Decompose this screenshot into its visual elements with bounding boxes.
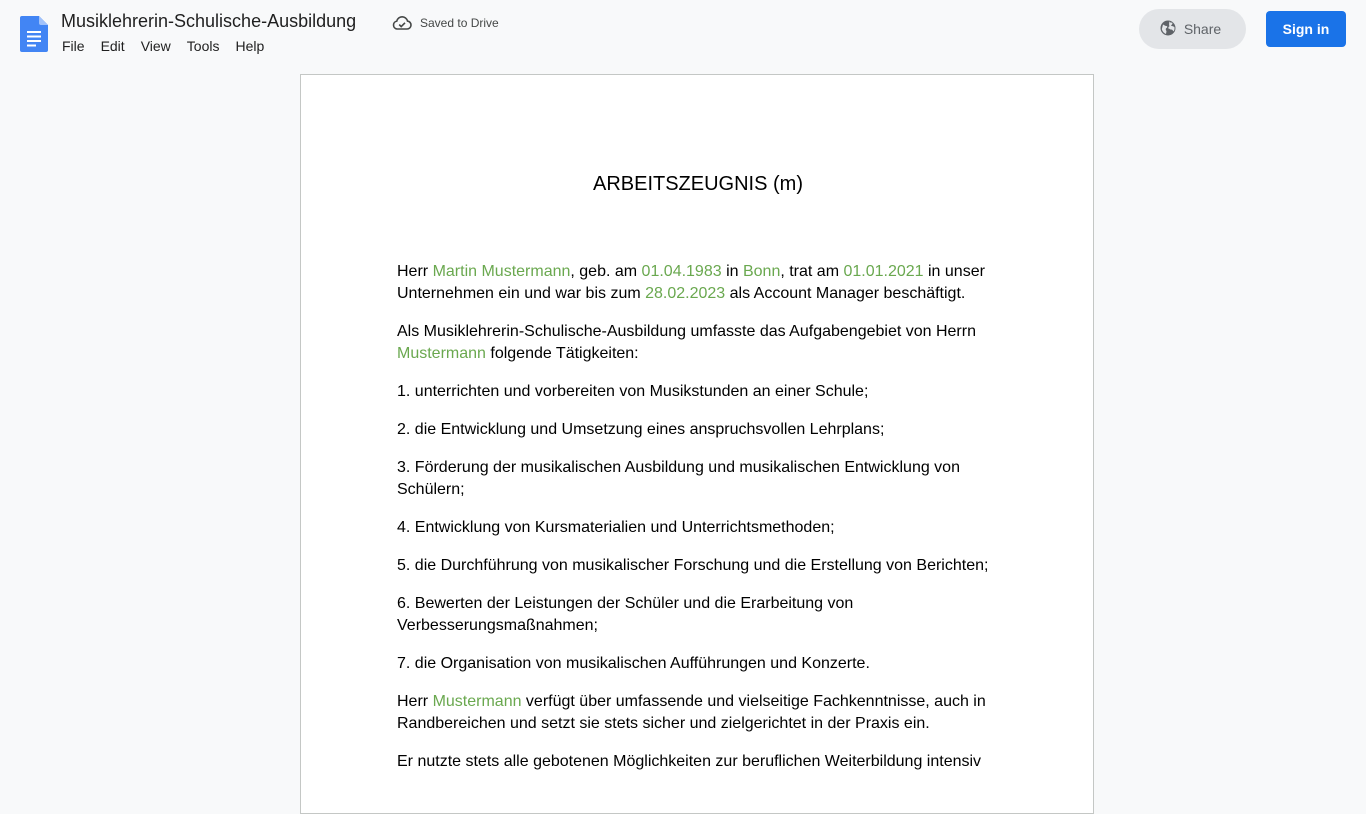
document-page[interactable] [300, 74, 1094, 814]
globe-icon [1160, 20, 1176, 39]
task-item: 1. unterrichten und vorbereiten von Musikstunden an einer Schule; [397, 383, 869, 400]
training-paragraph: Er nutzte stets alle gebotenen Möglichkeiten zur beruflichen Weiterbildung intensiv [397, 753, 982, 770]
menu-tools[interactable]: Tools [186, 38, 220, 54]
employee-surname: Mustermann [397, 345, 486, 362]
docs-logo-icon[interactable] [20, 16, 48, 52]
text-run: Herr [397, 693, 433, 710]
skills-paragraph [397, 691, 997, 735]
save-status-label: Saved to Drive [420, 16, 499, 30]
text-run: , geb. am [570, 263, 642, 280]
start-date: 01.01.2021 [843, 263, 924, 280]
text-run: in unser Unternehmen ein und war bis zum [397, 263, 985, 302]
document-heading: ARBEITSZEUGNIS (m) [592, 173, 803, 195]
task-item: 7. die Organisation von musikalischen Aufführungen und Konzerte. [397, 655, 870, 672]
task-item: 2. die Entwicklung und Umsetzung eines anspruchsvollen Lehrplans; [397, 421, 885, 438]
text-run: Herr [397, 263, 433, 280]
menu-view[interactable]: View [140, 38, 171, 54]
cloud-done-icon [392, 15, 412, 31]
document-title[interactable]: Musiklehrerin-Schulische-Ausbildung [61, 11, 357, 31]
document-body [397, 261, 997, 789]
employee-name: Martin Mustermann [432, 263, 571, 280]
share-button-label: Share [1183, 21, 1222, 37]
text-run: folgende Tätigkeiten: [485, 345, 639, 362]
text-run: in [721, 263, 743, 280]
text-run: als Account Manager beschäftigt. [725, 285, 966, 302]
text-run: Als Musiklehrerin-Schulische-Ausbildung umfasste das Aufgabengebiet von Herrn [397, 323, 976, 340]
menu-help[interactable]: Help [235, 38, 265, 54]
birth-place: Bonn [742, 263, 781, 280]
app-header [0, 0, 1366, 64]
save-status[interactable] [392, 14, 499, 32]
end-date: 28.02.2023 [645, 285, 726, 302]
menu-file[interactable]: File [62, 38, 85, 54]
menu-edit[interactable]: Edit [100, 38, 125, 54]
menu-bar [54, 36, 272, 56]
task-item: 4. Entwicklung von Kursmaterialien und Unterrichtsmethoden; [397, 519, 835, 536]
sign-in-button[interactable]: Sign in [1266, 11, 1346, 47]
share-button[interactable] [1139, 9, 1246, 49]
task-item: 6. Bewerten der Leistungen der Schüler und die Erarbeitung von Verbesserungsmaßnahmen; [397, 595, 854, 634]
text-run: , trat am [780, 263, 844, 280]
tasks-intro-paragraph [397, 321, 997, 365]
employee-surname: Mustermann [432, 693, 522, 710]
employment-paragraph [397, 261, 997, 305]
birth-date: 01.04.1983 [641, 263, 722, 280]
text-run: verfügt über umfassende und vielseitige Fachkenntnisse, auch in Randbereichen und setzt sie stets sicher und zielgerichtet in der Praxis ein. [397, 693, 986, 732]
task-item: 5. die Durchführung von musikalischer Forschung und die Erstellung von Berichten; [397, 557, 989, 574]
task-item: 3. Förderung der musikalischen Ausbildung und musikalischen Entwicklung von Schülern; [397, 459, 960, 498]
